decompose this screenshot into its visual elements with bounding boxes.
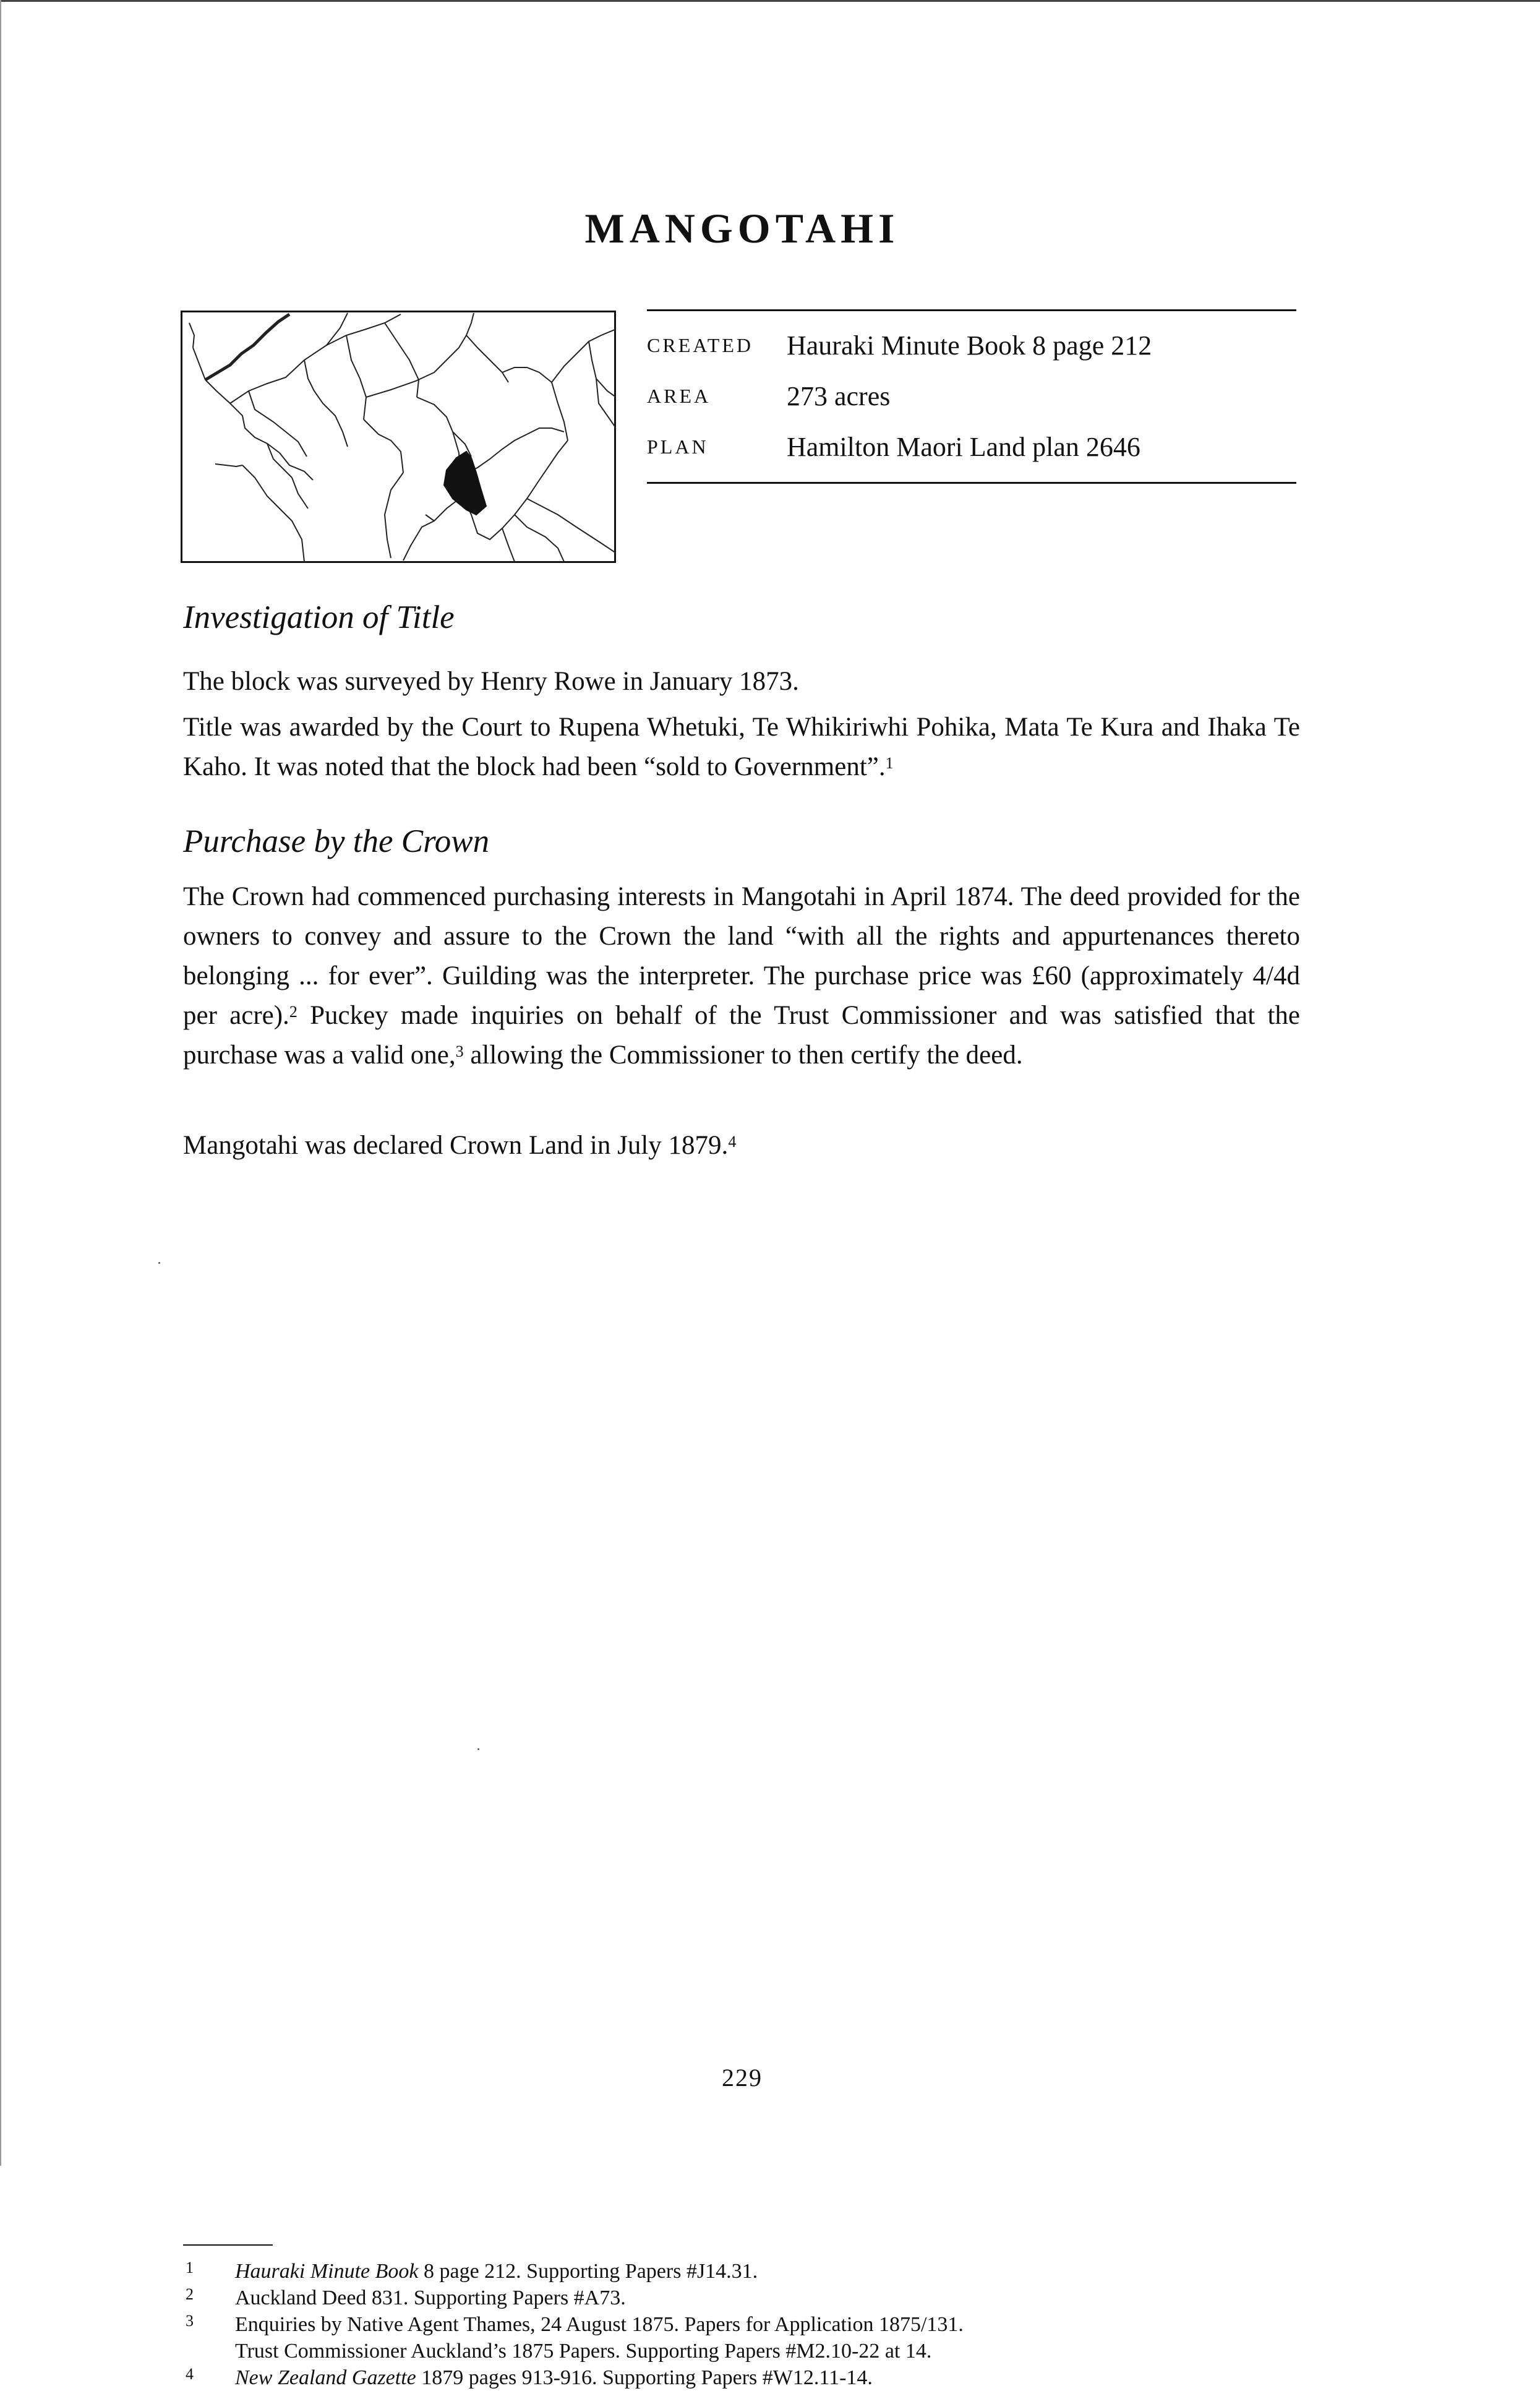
footnote-text: Enquiries by Native Agent Thames, 24 August 1875. Papers for Application 1875/131. — [235, 2313, 964, 2336]
created-row — [647, 320, 1152, 371]
footnote-rule — [183, 2244, 273, 2246]
scan-speck — [158, 1262, 160, 1264]
footnote-source-title: Hauraki Minute Book — [235, 2260, 419, 2283]
footnote-ref-2: 2 — [289, 1003, 297, 1021]
footnote-text: 1879 pages 913-916. Supporting Papers #W12.11-14. — [416, 2366, 873, 2389]
paragraph-crown-land — [183, 1126, 1300, 1165]
details-top-rule — [647, 309, 1296, 311]
paragraph-purchase-b: Puckey made inquiries on behalf of the Trust Commissioner and was satisfied that the purchase was a valid one, — [183, 1001, 1300, 1070]
section-heading-investigation: Investigation of Title — [183, 599, 455, 635]
paragraph-title-awarded — [183, 708, 1300, 787]
scan-speck — [477, 1748, 479, 1750]
paragraph-purchase-c: allowing the Commissioner to then certify the deed. — [463, 1041, 1023, 1070]
location-map — [181, 311, 616, 563]
area-value: 273 acres — [787, 380, 891, 411]
footnote-4 — [183, 2364, 1234, 2391]
page-top-edge — [0, 0, 1540, 2]
footnote-number: 3 — [186, 2312, 194, 2330]
area-label: AREA — [647, 384, 711, 407]
details-bottom-rule — [647, 482, 1296, 484]
paragraph-title-awarded-text: Title was awarded by the Court to Rupena Whetuki, Te Whikiriwhi Pohika, Mata Te Kura and Ihaka Te Kaho. It was noted that the block had been “sold to Government”. — [183, 713, 1300, 781]
page-left-edge — [0, 0, 1, 2166]
footnote-text: 8 page 212. Supporting Papers #J14.31. — [418, 2260, 758, 2283]
plan-label: PLAN — [647, 435, 709, 458]
paragraph-purchase — [183, 877, 1300, 1075]
created-value: Hauraki Minute Book 8 page 212 — [787, 330, 1152, 361]
footnote-3 — [183, 2311, 1234, 2364]
page-title: MANGOTAHI — [584, 205, 900, 252]
created-label: CREATED — [647, 333, 753, 356]
section-heading-purchase: Purchase by the Crown — [183, 823, 490, 859]
footnote-text: Auckland Deed 831. Supporting Papers #A73. — [235, 2286, 626, 2309]
footnote-source-title: New Zealand Gazette — [235, 2366, 416, 2389]
footnote-ref-1: 1 — [885, 754, 894, 772]
area-row — [647, 371, 1152, 421]
footnote-1 — [183, 2258, 1234, 2285]
page-number: 229 — [722, 2064, 763, 2092]
footnote-number: 2 — [186, 2285, 194, 2303]
plan-row — [647, 421, 1152, 472]
footnote-ref-3: 3 — [455, 1042, 464, 1060]
block-details — [647, 309, 1296, 484]
plan-value: Hamilton Maori Land plan 2646 — [787, 431, 1140, 462]
footnote-ref-4: 4 — [728, 1133, 737, 1151]
footnote-text-continued: Trust Commissioner Auckland’s 1875 Papers. Supporting Papers #M2.10-22 at 14. — [235, 2340, 932, 2363]
paragraph-survey: The block was surveyed by Henry Rowe in January 1873. — [183, 667, 799, 696]
paragraph-crown-land-text: Mangotahi was declared Crown Land in July 1879. — [183, 1131, 729, 1160]
paragraph-purchase-a: The Crown had commenced purchasing interests in Mangotahi in April 1874. The deed provided for the owners to convey and assure to the Crown the land “with all the rights and appurtenances thereto belonging ... for ever”. Guilding was the interpreter. The purchase price was £60 (approximately 4/4d per acre). — [183, 882, 1300, 1030]
footnote-number: 1 — [186, 2259, 194, 2277]
footnote-2 — [183, 2285, 1234, 2311]
footnote-number: 4 — [186, 2365, 194, 2383]
footnotes — [183, 2258, 1234, 2391]
